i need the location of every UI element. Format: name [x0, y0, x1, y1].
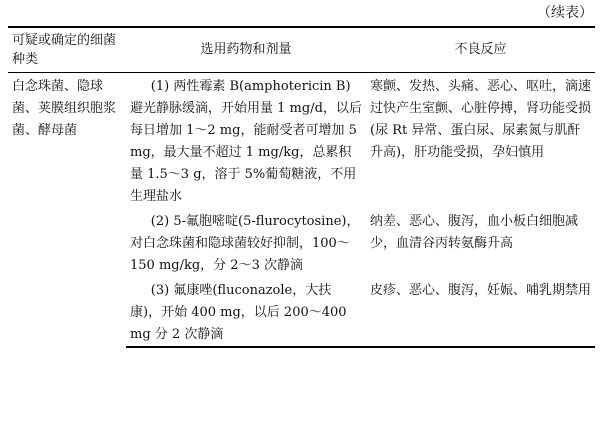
pathogen-cell: 白念珠菌、隐球菌、荚膜组织胞浆菌、酵母菌: [12, 79, 117, 138]
drug-cell: [126, 208, 366, 277]
adverse-cell: 寒颤、发热、头痛、恶心、呕吐，滴速过快产生室颤、心脏停搏，肾功能受损(尿 Rt 异常、蛋白尿、尿素氮与肌酐升高)，肝功能受损，孕妇慎用: [370, 79, 592, 160]
drug-cell: [126, 277, 366, 347]
header-pathogen: 可疑或确定的细菌种类: [8, 27, 126, 73]
drug-text: (3) 氟康唑(fluconazole，大扶康)，开始 400 mg，以后 200～400 mg 分 2 次静滴: [130, 283, 347, 342]
drug-text: (2) 5-氟胞嘧啶(5-flurocytosine)，对白念珠菌和隐球菌较好抑制，100～150 mg/kg，分 2～3 次静滴: [130, 214, 360, 273]
header-drug-dosage: 选用药物和剂量: [126, 27, 366, 73]
header-adverse-reaction: 不良反应: [366, 27, 595, 73]
drug-cell: [126, 73, 366, 209]
drug-text: (1) 两性霉素 B(amphotericin B)避光静脉缓滴，开始用量 1 mg/d，以后每日增加 1～2 mg，能耐受者可增加 5 mg，最大量不超过 1 mg/kg，总累积量 1.5～3 g，溶于 5%葡萄糖液，不用生理盐水: [130, 79, 362, 204]
header-row: [8, 27, 595, 73]
table-row: [8, 73, 595, 209]
continuation-label: （续表）: [537, 5, 593, 21]
adverse-cell: 皮疹、恶心、腹泻，妊娠、哺乳期禁用: [366, 277, 595, 347]
drug-table: [8, 26, 595, 348]
adverse-cell: 纳差、恶心、腹泻，血小板白细胞减少，血清谷丙转氨酶升高: [370, 214, 579, 251]
